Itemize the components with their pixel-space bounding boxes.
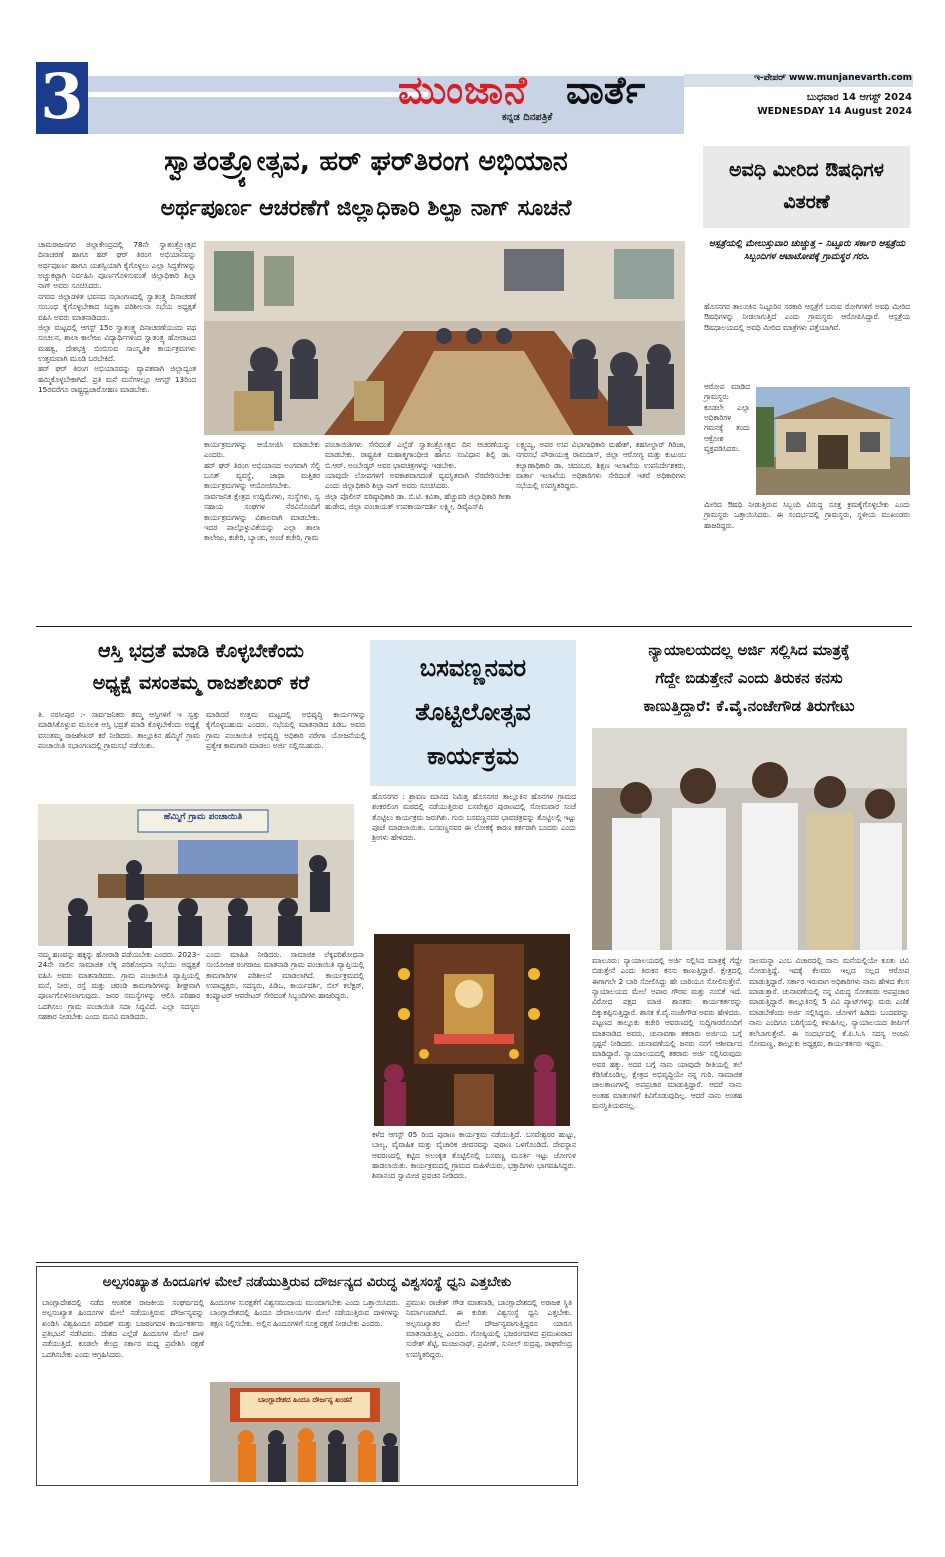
divider [36,626,912,627]
logo-subtitle: ಕನ್ನಡ ದಿನಪತ್ರಿಕೆ [502,112,553,123]
article4-headline3: ಕಾರ್ಯಕ್ರಮ [426,742,520,770]
article3-top-left: ತಿ. ನರಸೀಪುರ :- ಸಾರ್ವಜನಿಕರು ತಮ್ಮ ಆಸ್ತಿಗಳಿಗೆ ಇ ಸ್ವತ್ತು ಮಾಡಿಸಿಕೊಳ್ಳುವ ಮೂಲಕ ಆಸ್ತಿ ಭದ್ರತೆ ಮಾಡಿ ಕೊಳ್ಳಬೇಕೆಂದು ಅಧ್ಯಕ್ಷೆ ವಸಂತಮ್ಮ ರಾಜಶೇಖರ್ ಕರೆ ನೀಡಿದರು. ತಾಲ್ಲೂಕಿನ ಹೆಮ್ಮಿಗೆ ಗ್ರಾಮ ಪಂಚಾಯಿತಿ ಸಭಾಂಗಣದಲ್ಲಿ ಗ್ರಾಮಸಭೆ ನಡೆಯಿತು. [38,710,203,751]
photo-banner-text: ಹೆಮ್ಮಿಗೆ ಗ್ರಾಮ ಪಂಚಾಯಿತಿ [163,812,243,822]
article6-col1: ಬಾಂಗ್ಲಾದೇಶದಲ್ಲಿ ನಡೆದ ಆಂತರಿಕ ರಾಜಕೀಯ ಸಂಘರ್ಷದಲ್ಲಿ ಅಲ್ಪಸಂಖ್ಯಾತ ಹಿಂದೂಗಳ ಮೇಲೆ ನಡೆಯುತ್ತಿರುವ ದೌರ್ಜನ್ಯವನ್ನು ಖಂಡಿಸಿ ವಿಶ್ವಹಿಂದೂ ಪರಿಷತ್ ಮತ್ತು ಬಜರಂಗದಳ ಕಾರ್ಯಕರ್ತರು ಪ್ರತಿಭಟನೆ ನಡೆಸಿದರು. ದೇಶದ ಎಲ್ಲೆಡೆ ಹಿಂದೂಗಳ ಮೇಲೆ ದಾಳಿ ನಡೆಯುತ್ತಿದೆ. ಕೂಡಲೇ ಕೇಂದ್ರ ಸರ್ಕಾರ ಮಧ್ಯ ಪ್ರವೇಶಿಸಿ ರಕ್ಷಣೆ ಒದಗಿಸಬೇಕು ಎಂದು ಆಗ್ರಹಿಸಿದರು. [42,1298,207,1359]
article2-top: ಹೊಸನಗರ ತಾಲೂಕಿನ ನಿಟ್ಟೂರಿನ ಸರಕಾರಿ ಆಸ್ಪತ್ರೆಗೆ ಬರುವ ರೋಗಿಗಳಿಗೆ ಅವಧಿ ಮೀರಿದ ಔಷಧಿಗಳನ್ನು ನೀಡಲಾಗುತ್ತಿದೆ ಎಂದು ಗ್ರಾಮಸ್ಥರು ಆರೋಪಿಸಿದ್ದಾರೆ. ಆಸ್ಪತ್ರೆಯ ಔಷಧಾಲಯದಲ್ಲಿ ಅವಧಿ ಮೀರಿದ ಮಾತ್ರೆಗಳು ಪತ್ತೆಯಾಗಿವೆ. [704,302,913,332]
page-number: 3 [36,62,88,134]
article5-headline1: ನ್ಯಾಯಾಲಯದಲ್ಲ ಅರ್ಜಿ ಸಲ್ಲಿಸಿದ ಮಾತ್ರಕ್ಕೆ [648,641,850,659]
article2-kicker: ಆಸ್ಪತ್ರೆಯಲ್ಲಿ ಮೇಲುಸ್ತುವಾರಿ ಚುಚ್ಚುತ್ತ – ನಿಟ್ಟೂರು ಸರ್ಕಾರಿ ಆಸ್ಪತ್ರೆಯ ಸಿಬ್ಬಂದಿಗಳ ಆಟಾಟೋಪಕ್ಕೆ ಗ್ರಾಮಸ್ಥರ ಗರಂ. [708,239,906,263]
article3-bottom-left: ನಮ್ಮ ಹಣವನ್ನು ಹಕ್ಕನ್ನು ಹೋರಾಡಿ ಪಡೆಯಬೇಕು ಎಂದರು. 2023–24ನೇ ಸಾಲಿನ ಸಾಮಾಜಿಕ ಲೆಕ್ಕ ಪರಿಶೋಧನಾ ಸಭೆಯು ಅಧ್ಯಕ್ಷತೆ ವಹಿಸಿ ಅವರು ಮಾತನಾಡಿದರು. ಗ್ರಾಮ ಪಂಚಾಯಿತಿ ವ್ಯಾಪ್ತಿಯಲ್ಲಿ ಮನೆ, ನೀರು, ರಸ್ತೆ ಮತ್ತು ಚರಂಡಿ ಕಾಮಗಾರಿಗಳನ್ನು ಶೀಘ್ರವಾಗಿ ಪೂರ್ಣಗೊಳಿಸಲಾಗುವುದು. ಜನರ ಸಮಸ್ಯೆಗಳನ್ನು ಆಲಿಸಿ ಪರಿಹಾರ ಒದಗಿಸಲು ಗ್ರಾಮ ಪಂಚಾಯಿತಿ ಸದಾ ಸಿದ್ಧವಿದೆ. ಎಲ್ಲಾ ಸದಸ್ಯರು ಸಹಕಾರ ನೀಡಬೇಕು ಎಂದು ಮನವಿ ಮಾಡಿದರು. [38,950,203,1022]
logo-varthe: ವಾರ್ತೆ [566,68,646,112]
website-link[interactable]: ಇ-ಪೇಪರ್ www.munjanevarth.com [754,73,912,83]
article4-headline2: ತೊಟ್ಟಿಲೋತ್ಸವ [415,698,531,726]
article5-headline2: ಗೆದ್ದೇ ಬಿಡುತ್ತೇನೆ ಎಂದು ತಿರುಕನ ಕನಸು [655,669,843,687]
article2-headline-box [703,146,910,228]
article3-top-right: ಮಾಡಿದರೆ ಉತ್ತಮ ಮಟ್ಟದಲ್ಲಿ ಅಭಿವೃದ್ಧಿ ಕಾರ್ಯಗಳನ್ನು ಕೈಗೊಳ್ಳಬಹುದು ಎಂದರು. ಸಭೆಯಲ್ಲಿ ಮಾತನಾಡಿದ ಪಿಡಿಒ ಅವರು ಗ್ರಾಮ ಪಂಚಾಯಿತಿ ಅಭಿವೃದ್ಧಿ ಅಧಿಕಾರಿ ನರೇಗಾ ಯೋಜನೆಯಲ್ಲಿ ಪ್ರತ್ಯೇಕ ಕಾಮಗಾರಿ ಮಾಡಲು ಅರ್ಜಿ ಸಲ್ಲಿಸಬಹುದು. [206,710,369,751]
date-english: WEDNESDAY 14 August 2024 [757,106,912,117]
article6-headline: ಅಲ್ಪಸಂಖ್ಯಾತ ಹಿಂದೂಗಳ ಮೇಲೆ ನಡೆಯುತ್ತಿರುವ ದೌರ್ಜನ್ಯದ ವಿರುದ್ಧ ವಿಶ್ವಸಂಸ್ಥೆ ಧ್ವನಿ ಎತ್ತಬೇಕು [102,1274,512,1290]
article4-headline-box [370,640,576,786]
masthead [36,62,913,134]
article1-col2: ಕಾರ್ಯಕ್ರಮಗಳನ್ನು ಆಯೋಜಿಸಿ ಮಾಡಬೇಕು ಎಂದರು. ಹರ್ ಘರ್ ತಿರಂಗ ಅಭಿಯಾನದ ಅಂಗವಾಗಿ ಸೆಲ್ಫಿ ಬೂತ್ ವ್ಯವಸ್ಥೆ, ಜಾಥಾ ಮತ್ತಿತರ ಕಾರ್ಯಕ್ರಮಗಳನ್ನು ಆಯೋಜಿಸಬೇಕು. ಸಾರ್ವಜನಿಕ ಕ್ಷೇತ್ರದ ಉದ್ದಿಮೆಗಳು, ಸಂಸ್ಥೆಗಳು, ಸ್ವ ಸಹಾಯ ಸಂಘಗಳ ನೆರವಿನೊಂದಿಗೆ ಕಾರ್ಯಕ್ರಮಗಳನ್ನು ವಿಶಾಲವಾಗಿ ಮಾಡಬೇಕು. ಇದರ ಪಾಲ್ಗೊಳ್ಳುವಿಕೆಯನ್ನು ಎಲ್ಲಾ ಶಾಲಾ ಕಾಲೇಜು, ಕಚೇರಿ, ಬ್ಯಾಂಕು, ಅಂಚೆ ಕಚೇರಿ, ಗ್ರಾಮ [204,440,320,543]
article3-headline1: ಆಸ್ತಿ ಭದ್ರತೆ ಮಾಡಿ ಕೊಳ್ಳಬೇಕೆಂದು [98,640,304,662]
gram-panchayat-photo [38,804,354,946]
article2-bottom: ಮೀರಿದ ಔಷಧಿ ನೀಡುತ್ತಿರುವ ಸಿಬ್ಬಂದಿ ವಿರುದ್ಧ ಸೂಕ್ತ ಕ್ರಮಕೈಗೊಳ್ಳಬೇಕು ಎಂದು ಗ್ರಾಮಸ್ಥರು ಒತ್ತಾಯಿಸಿದರು. ಈ ಸಂದರ್ಭದಲ್ಲಿ ಗ್ರಾಮಸ್ಥರು, ಸ್ಥಳೀಯ ಮುಖಂಡರು ಹಾಜರಿದ್ದರು. [704,500,913,530]
article2-side: ಆರೋಪ ಮಾಡಿದ ಗ್ರಾಮಸ್ಥರು ಕೂಡಲೇ ಎಲ್ಲಾ ಅಧಿಕಾರಿಗಳ ಗಮನಕ್ಕೆ ತಂದು ಆಕ್ರೋಶ ವ್ಯಕ್ತಪಡಿಸಿದರು. [704,382,753,454]
article6-col2: ಹಿಂದೂಗಳ ಸುರಕ್ಷತೆಗೆ ವಿಶ್ವಸಮುದಾಯ ಮುಂದಾಗಬೇಕು ಎಂದು ಒತ್ತಾಯಿಸಿದರು. ಬಾಂಗ್ಲಾದೇಶದಲ್ಲಿ ಹಿಂದೂ ದೇವಾಲಯಗಳ ಮೇಲೆ ನಡೆಯುತ್ತಿರುವ ದಾಳಿಗಳನ್ನು ತಕ್ಷಣ ನಿಲ್ಲಿಸಬೇಕು. ಅಲ್ಲಿನ ಹಿಂದೂಗಳಿಗೆ ಸೂಕ್ತ ರಕ್ಷಣೆ ನೀಡಬೇಕು ಎಂದರು. [210,1298,403,1328]
protest-banner-text: ಬಾಂಗ್ಲಾದೇಶದ ಹಿಂದೂ ದೌರ್ಜನ್ಯ ಖಂಡನೆ [258,1396,352,1404]
article3-headline2: ಅಧ್ಯಕ್ಷೆ ವಸಂತಮ್ಮ ರಾಜಶೇಖರ್ ಕರೆ [92,672,310,694]
article4-top: ಹೊಸನಗರ : ಶ್ರಾವಣ ಮಾಸದ ನಿಮಿತ್ತ ಹೊಸನಗರ ತಾಲ್ಲೂಕಿನ ಹೊನಗಳ ಗ್ರಾಮದ ಶಂಕರಲಿಂಗ ಮಠದಲ್ಲಿ ನಡೆಯುತ್ತಿರುವ ಬಸವೇಶ್ವರ ಪುರಾಣದಲ್ಲಿ ಸೋಮವಾರ ಸಂಜೆ ತೊಟ್ಟಿಲು ಕಾರ್ಯಕ್ರಮ ಜರುಗಿತು. ಗುರು ಬಸವಣ್ಣನವರ ಭಾವಚಿತ್ರವನ್ನು ತೊಟ್ಟಿಲಲ್ಲಿ ಇಟ್ಟು ಪೂಜೆ ಮಾಡಲಾಯಿತು. ಬಸವಣ್ಣನವರ ಈ ಲೋಕಕ್ಕೆ ಕಾರಣ ಕರ್ತರಾಗಿ ಬಂದರು ಎಂದು ಶ್ರೀಗಳು ಹೇಳಿದರು. [372,792,579,843]
article4-headline1: ಬಸವಣ್ಣನವರ [419,654,527,682]
article1-headline1: ಸ್ವಾತಂತ್ರ್ಯೋತ್ಸವ, ಹರ್ ಘರ್‌ತಿರಂಗ ಅಭಿಯಾನ [164,146,568,177]
article5-col1: ಮಾಲೂರು: ನ್ಯಾಯಾಲಯದಲ್ಲಿ ಅರ್ಜಿ ಸಲ್ಲಿಸಿದ ಮಾತ್ರಕ್ಕೆ ಗೆದ್ದೇ ಬಿಡುತ್ತೇನೆ ಎಂದು ತಿರುಕನ ಕನಸು ಕಾಣುತ್ತಿದ್ದಾರೆ. ಕ್ಷೇತ್ರದಲ್ಲಿ ಈಗಾಗಲೇ 2 ಬಾರಿ ಸೋಲಿಸಿದ್ದು ಹೇ ಬಾರಿಯೂ ಸೋಲಿಸುತ್ತೇನೆ. ನ್ಯಾಯಾಲಯದ ಮೇಲೆ ಅಪಾರ ಗೌರವ ಮತ್ತು ನಂಬಿಕೆ ಇದೆ. ವಿರೋಧ ಪಕ್ಷದ ಮಾಜಿ ಶಾಸಕರು ಕಾರ್ಯಕರ್ತರನ್ನು ದಿಕ್ಕುತಪ್ಪಿಸುತ್ತಿದ್ದಾರೆ. ಶಾಸಕ ಕೆ.ವೈ.ನಂಜೇಗೌಡ ಅವರು ಹೇಳಿದರು. ಪಟ್ಟಣದ ತಾಲ್ಲೂಕು ಕಚೇರಿ ಆವರಣದಲ್ಲಿ ಸುದ್ದಿಗಾರರೊಂದಿಗೆ ಮಾತನಾಡಿದ ಅವರು, ಚುನಾವಣಾ ತಕರಾರು ಅರ್ಜಿಯ ಬಗ್ಗೆ ಸ್ಪಷ್ಟನೆ ನೀಡಿದರು. ಚುನಾವಣೆಯಲ್ಲಿ ಜನರು ನನಗೆ ಆಶೀರ್ವಾದ ಮಾಡಿದ್ದಾರೆ. ನ್ಯಾಯಾಲಯದಲ್ಲಿ ತಕರಾರು ಅರ್ಜಿ ಸಲ್ಲಿಸಿರುವುದು ಅವರ ಹಕ್ಕು. ಅದರ ಬಗ್ಗೆ ನಾನು ಯಾವುದೇ ರೀತಿಯಲ್ಲಿ ತಲೆ ಕೆಡಿಸಿಕೊಂಡಿಲ್ಲ. ಕ್ಷೇತ್ರದ ಅಭಿವೃದ್ಧಿಯೇ ನನ್ನ ಗುರಿ. ಸಾಮಾಜಿಕ ಜಾಲತಾಣಗಳಲ್ಲಿ ಅಪಪ್ರಚಾರ ಮಾಡುತ್ತಿದ್ದಾರೆ. ಆದರೆ ನಾನು ಅಂತಹ ಮಾತುಗಳಿಗೆ ಕಿವಿಗೊಡುವುದಿಲ್ಲ. ಆದರೆ ನಾನು ಅಂತಹ ಮನಸ್ಥಿತಿಯವನಲ್ಲ. [592,956,745,1111]
article1-col1: ಚಾಮರಾಜನಗರ ಜಿಲ್ಲಾಕೇಂದ್ರದಲ್ಲಿ 78ನೇ ಸ್ವಾತಂತ್ರ್ಯೋತ್ಸವ ದಿನಾಚರಣೆ ಹಾಗೂ ಹರ್ ಘರ್ ತಿರಂಗ ಅಭಿಯಾನವನ್ನು ಅರ್ಥಪೂರ್ಣ ಹಾಗೂ ಯಶಸ್ವಿಯಾಗಿ ಕೈಗೊಳ್ಳಲು ಎಲ್ಲಾ ಸಿದ್ಧತೆಗಳನ್ನು ಅಚ್ಚುಕಟ್ಟಾಗಿ ನಿರ್ವಹಿಸಿ ಪೂರ್ಣಗೊಳಿಸುವಂತೆ ಜಿಲ್ಲಾಧಿಕಾರಿ ಶಿಲ್ಪಾ ನಾಗ್ ಅವರು ಸೂಚಿಸಿದರು. ನಗರದ ಜಿಲ್ಲಾಡಳಿತ ಭವನದ ಸಭಾಂಗಣದಲ್ಲಿ ಸ್ವಾತಂತ್ರ್ಯ ದಿನಾಚರಣೆ ಸಂಬಂಧ ಕೈಗೊಳ್ಳಬೇಕಾದ ಸಿದ್ಧತಾ ಪರಿಶೀಲನಾ ಸಭೆಯ ಅಧ್ಯಕ್ಷತೆ ವಹಿಸಿ ಅವರು ಮಾತನಾಡಿದರು. ಜಿಲ್ಲಾ ಮಟ್ಟದಲ್ಲಿ ಆಗಸ್ಟ್ 15ರ ಸ್ವಾತಂತ್ರ್ಯ ದಿನಾಚರಣೆಯಂದು ಪಥ ಸಂಚಲನ, ಶಾಲಾ ಕಾಲೇಜು ವಿದ್ಯಾರ್ಥಿಗಳಿಂದ ಸ್ವಾತಂತ್ರ್ಯ ಹೋರಾಟದ ಮಹತ್ವ, ದೇಶಭಕ್ತಿ ಬಿಂಬಿಸುವ ಸಾಂಸ್ಕೃತಿಕ ಕಾರ್ಯಕ್ರಮಗಳು ಉತ್ತಮವಾಗಿ ಮೂಡಿ ಬರಬೇಕಿದೆ. ಹರ್ ಘರ್ ತಿರಂಗ ಅಭಿಯಾನವನ್ನು ವ್ಯಾಪಕವಾಗಿ ಜಿಲ್ಲಾದ್ಯಂತ ಹಮ್ಮಿಕೊಳ್ಳಬೇಕಾಗಿದೆ. ಪ್ರತಿ ಮನೆ ಮನೆಗಳಲ್ಲೂ ಆಗಸ್ಟ್ 13ರಿಂದ 15ರವರೆಗೂ ರಾಷ್ಟ್ರಧ್ವಜಾರೋಹಣ ಮಾಡಬೇಕು. [38,240,196,395]
date-kannada: ಬುಧವಾರ 14 ಆಗಸ್ಟ್ 2024 [806,92,912,103]
article1-col4: ಲಕ್ಷ್ಮಯ್ಯ, ಅಪರ ಉಪ ವಿಭಾಗಾಧಿಕಾರಿ ಮಹೇಶ್, ತಹಸೀಲ್ದಾರ್ ಗಿರಿಜಾ, ನಗರಸಭೆ ಪೌರಾಯುಕ್ತ ರಾಮದಾಸ್, ಜಿಲ್ಲಾ ಆರೋಗ್ಯ ಮತ್ತು ಕುಟುಂಬ ಕಲ್ಯಾಣಾಧಿಕಾರಿ ಡಾ. ಚಿದಂಬರ, ಶಿಕ್ಷಣ ಇಲಾಖೆಯ ಉಪನಿರ್ದೇಶಕರು, ವಾರ್ತಾ ಇಲಾಖೆಯ ಅಧಿಕಾರಿಗಳು ಸೇರಿದಂತೆ ಇತರೆ ಅಧಿಕಾರಿಗಳು ಸಭೆಯಲ್ಲಿ ಉಪಸ್ಥಿತರಿದ್ದರು. [516,440,689,491]
article5-headline3: ಕಾಣುತ್ತಿದ್ದಾರೆ: ಕೆ.ವೈ.ನಂಜೇಗೌಡ ತಿರುಗೇಟು [643,697,855,715]
meeting-photo [204,241,685,435]
logo-munjane: ಮುಂಜಾನೆ [398,68,528,112]
article2-headline: ಅವಧಿ ಮೀರಿದ ಔಷಧಿಗಳ ವಿತರಣೆ [729,159,884,213]
article4-bottom: ಕಳೆದ ಆಗಸ್ಟ್ 05 ರಿಂದ ಪುರಾಣ ಕಾರ್ಯಕ್ರಮ ನಡೆಯುತ್ತಿದೆ. ಬಸವೇಶ್ವರರ ಹುಟ್ಟು, ಬಾಲ್ಯ, ವೈವಾಹಿಕ ಮತ್ತು ವೈಚಾರಿಕ ಜೀವನವನ್ನು ಪುರಾಣ ಒಳಗೊಂಡಿದೆ. ದೇವಸ್ಥಾನ ಆವರಣದಲ್ಲಿ ಕಟ್ಟಿದ ಅಲಂಕೃತ ತೊಟ್ಟಿಲಿನಲ್ಲಿ ಬಸವಣ್ಣ ಮೂರ್ತಿ ಇಟ್ಟು ಜೋಗುಳ ಹಾಡಲಾಯಿತು. ಕಾರ್ಯಕ್ರಮದಲ್ಲಿ ಗ್ರಾಮದ ಮಹಿಳೆಯರು, ಭಕ್ತಾದಿಗಳು ಭಾಗವಹಿಸಿದ್ದರು. ಶಿವಾನಂದ ಸ್ವಾಮೀಜಿ ಪ್ರವಚನ ನೀಡಿದರು. [372,1130,579,1181]
protest-photo [210,1382,400,1482]
cradle-ceremony-photo [374,934,570,1126]
article1-headline2: ಅರ್ಥಪೂರ್ಣ ಆಚರಣೆಗೆ ಜಿಲ್ಲಾಧಿಕಾರಿ ಶಿಲ್ಪಾ ನಾಗ್ ಸೂಚನೆ [160,196,572,221]
article1-col3: ಪಂಚಾಯಿತಿಗಳು ಸೇರಿದಂತೆ ಎಲ್ಲೆಡೆ ಸ್ವಾತಂತ್ರ್ಯೋತ್ಸವ ದಿನ ಆಚರಣೆಯನ್ನು ಮಾಡಬೇಕು. ರಾಷ್ಟ್ರಪಿತ ಮಹಾತ್ಮಗಾಂಧೀಜಿ ಹಾಗೂ ಸಂವಿಧಾನ ಶಿಲ್ಪಿ ಡಾ. ಬಿ.ಆರ್. ಅಂಬೇಡ್ಕರ್ ಅವರ ಭಾವಚಿತ್ರಗಳನ್ನು ಇಡಬೇಕು. ಯಾವುದೇ ಲೋಪಗಳಿಗೆ ಅವಕಾಶವಾಗದಂತೆ ವ್ಯವಸ್ಥಿತವಾಗಿ ನೆರವೇರಿಸಬೇಕು ಎಂದು ಜಿಲ್ಲಾಧಿಕಾರಿ ಶಿಲ್ಪಾ ನಾಗ್ ಅವರು ಸೂಚಿಸಿದರು. ಜಿಲ್ಲಾ ಪೊಲೀಸ್ ವರಿಷ್ಠಾಧಿಕಾರಿ ಡಾ. ಬಿ.ಟಿ. ಕವಿತಾ, ಹೆಚ್ಚುವರಿ ಜಿಲ್ಲಾಧಿಕಾರಿ ಗೀತಾ ಹುಡೇದ, ಜಿಲ್ಲಾ ಪಂಚಾಯತ್ ಉಪಕಾರ್ಯದರ್ಶಿ ಲಕ್ಷ್ಮೀ, ಡಿವೈಎಸ್‌ಪಿ [325,440,511,512]
article6-col3: ಪ್ರಮುಖ ರಾಜೇಶ್ ಗೌಡ ಮಾತನಾಡಿ, ಬಾಂಗ್ಲಾದೇಶದಲ್ಲಿ ಅರಾಜಕ ಸ್ಥಿತಿ ನಿರ್ಮಾಣವಾಗಿದೆ. ಈ ಕುರಿತು ವಿಶ್ವಸಂಸ್ಥೆ ಧ್ವನಿ ಎತ್ತಬೇಕು. ಅಲ್ಪಸಂಖ್ಯಾತರ ಮೇಲೆ ದೌರ್ಜನ್ಯವಾಗುತ್ತಿದ್ದರೂ ಯಾರೂ ಮಾತನಾಡುತ್ತಿಲ್ಲ ಎಂದರು. ಗೋಷ್ಠಿಯಲ್ಲಿ ಭಜರಂಗದಳದ ಪ್ರಮುಖರಾದ ಸುರೇಶ್ ಶೆಟ್ಟಿ, ಮಂಜುನಾಥ್, ಪ್ರವೀಣ್, ಸುನೀಲ್ ರುದ್ರಪ್ಪ, ರಾಘವೇಂದ್ರ ಉಪಸ್ಥಿತರಿದ್ದರು. [406,1298,575,1359]
hospital-photo [756,387,910,495]
press-meet-photo [592,728,907,950]
article5-col2: ಸಾಲಮನ್ನಾ ಎಂಬ ವಿಚಾರದಲ್ಲಿ ನಾನು ಮನೆಯಲ್ಲಿಯೇ ಕೂತು ಟಿವಿ ನೋಡುತ್ತಿದ್ದೆ. ಇದಕ್ಕೆ ಕೆಲವರು ಇಲ್ಲದ ಸಲ್ಲದ ಆರೋಪ ಮಾಡುತ್ತಿದ್ದಾರೆ. ಸರ್ಕಾರ ಇರುವಾಗ ಅಧಿಕಾರಿಗಳು ನಾನು ಹೇಳಿದ ಕೆಲಸ ಮಾಡುತ್ತಾರೆ. ಚುನಾವಣೆಯಲ್ಲಿ ನನ್ನ ವಿರುದ್ಧ ಸೋತವರು ಅಪಪ್ರಚಾರ ಮಾಡುತ್ತಿದ್ದಾರೆ. ತಾಲ್ಲೂಕಿನಲ್ಲಿ 5 ವಿವಿ ಪ್ಯಾಟ್‌ಗಳನ್ನು ಮರು ಎಣಿಕೆ ಮಾಡಬೇಕೆಂದು ಅರ್ಜಿ ಸಲ್ಲಿಸಿದ್ದರು. ಜೋಳಿಗೆ ಹಿಡಿದು ಬಂದವರನ್ನು ನಾನು ಎಂದಿಗೂ ಬರಿಗೈಯಲ್ಲಿ ಕಳುಹಿಸಿಲ್ಲ. ನ್ಯಾಯಾಲಯದ ತೀರ್ಪಿಗೆ ತಲೆಬಾಗುತ್ತೇನೆ. ಈ ಸಂದರ್ಭದಲ್ಲಿ ಕೆ.ಪಿ.ಸಿ.ಸಿ ಸದಸ್ಯ ಅಂಜನಿ ಸೋಮಣ್ಣ, ತಾಲ್ಲೂಕು ಅಧ್ಯಕ್ಷರು, ಕಾರ್ಯಕರ್ತರು ಇದ್ದರು. [749,956,912,1048]
divider [36,1262,578,1263]
article3-bottom-right: ಎಂದು ಮಾಹಿತಿ ನೀಡಿದರು. ಸಾಮಾಜಿಕ ಲೆಕ್ಕಪರಿಶೋಧನಾ ಸಂಯೋಜಕ ರಂಗರಾಜು ಮಾತನಾಡಿ ಗ್ರಾಮ ಪಂಚಾಯಿತಿ ವ್ಯಾಪ್ತಿಯಲ್ಲಿ ಕಾಮಗಾರಿಗಳ ಪರಿಶೀಲನೆ ಮಾಡಲಾಗಿದೆ. ಕಾರ್ಯಕ್ರಮದಲ್ಲಿ ಉಪಾಧ್ಯಕ್ಷರು, ಸದಸ್ಯರು, ಪಿಡಿಒ, ಕಾರ್ಯದರ್ಶಿ, ಬಿಲ್ ಕಲೆಕ್ಟರ್, ಕಂಪ್ಯೂಟರ್ ಆಪರೇಟರ್ ಸೇರಿದಂತೆ ಸಿಬ್ಬಂದಿಗಳು ಹಾಜರಿದ್ದರು. [206,950,367,1001]
